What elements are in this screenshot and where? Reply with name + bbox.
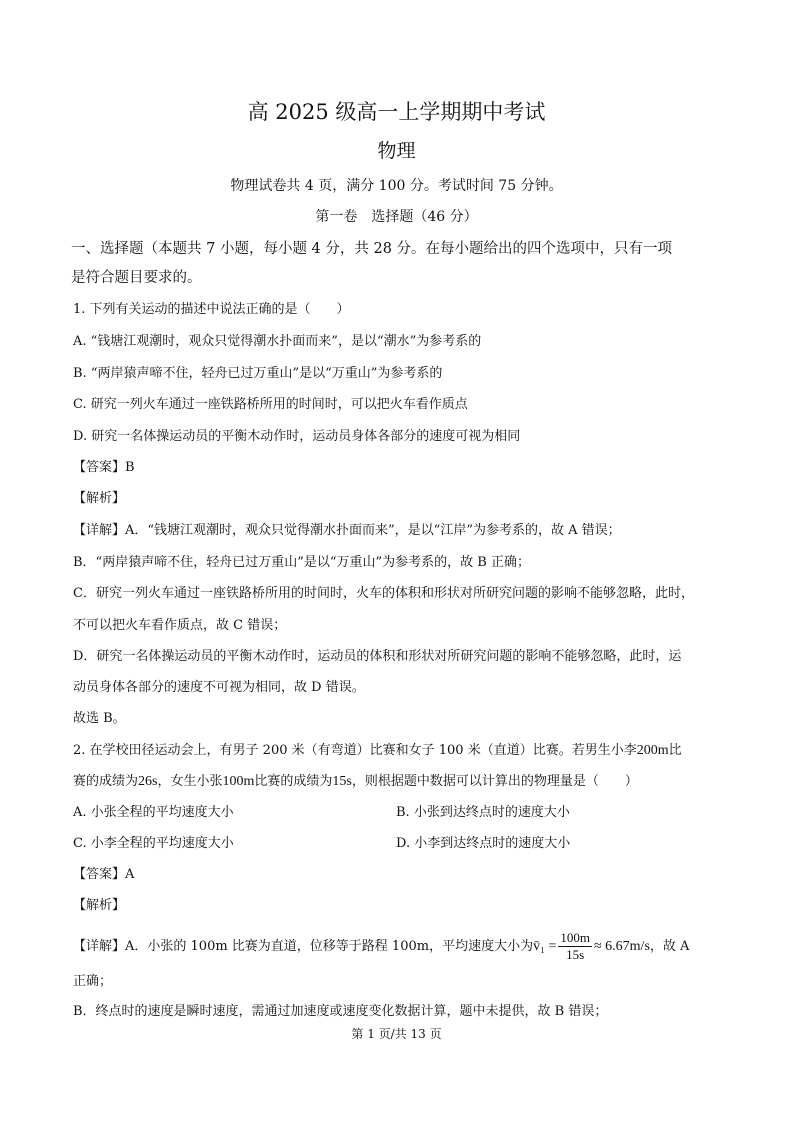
q1-option-a: A. “钱塘江观潮时，观众只觉得潮水扑面而来”，是以“潮水”为参考系的	[73, 334, 482, 349]
q2-stem-text: ，女生小张	[157, 774, 223, 789]
q2-distance-200m: 200m	[636, 743, 669, 758]
q1-analysis-tag: 【解析】	[73, 491, 126, 506]
q2-option-d: D. 小李到达终点时的速度大小	[396, 836, 571, 851]
formula-numerator: 100m	[560, 930, 590, 945]
formula-denominator: 15s	[566, 947, 585, 962]
formula-rhs: ≈ 6.67m/s	[593, 939, 650, 954]
q1-answer-row	[73, 458, 135, 478]
q1-detail-4: 不可以把火车看作质点，故 C 错误；	[73, 618, 287, 633]
section-heading-line1: 一、选择题（本题共 7 小题，每小题 4 分，共 28 分。在每小题给出的四个选项中，只有一项	[71, 241, 673, 257]
q2-analysis-tag: 【解析】	[73, 898, 126, 913]
q2-detail-1	[73, 929, 689, 965]
q2-detail-text: 【详解】A．小张的 100m 比赛为直道，位移等于路程 100m，平均速度大小为	[73, 939, 534, 954]
q1-detail-5: D．研究一名体操运动员的平衡木动作时，运动员的体积和形状对所研究问题的影响不能够忽略，此时，运	[73, 649, 682, 664]
q2-stem-text: 比	[668, 743, 682, 758]
q2-detail-3: B．终点时的速度是瞬时速度，需通过加速度或速度变化数据计算，题中未提供，故 B 错误；	[73, 1004, 608, 1019]
answer-value: A	[125, 867, 135, 882]
q2-stem-text: 2. 在学校田径运动会上，有男子 200 米（有弯道）比赛和女子 100 米（直道）比赛。若男生小李	[73, 743, 637, 758]
q2-distance-100m: 100m	[222, 774, 255, 789]
answer-tag: 【答案】	[73, 460, 126, 475]
q2-stem-text: 赛的成绩为	[73, 774, 139, 789]
q2-stem-line1	[73, 741, 682, 761]
q1-conclusion: 故选 B。	[73, 711, 126, 726]
q1-option-b: B. “两岸猿声啼不住，轻舟已过万重山”是以“万重山”为参考系的	[73, 366, 443, 381]
subject-title: 物理	[377, 140, 416, 162]
q2-stem-text: 比赛的成绩为	[254, 774, 333, 789]
q1-detail-1: 【详解】A．“钱塘江观潮时，观众只觉得潮水扑面而来”，是以“江岸”为参考系的，故 A 错误；	[73, 523, 621, 538]
part-title: 第一卷 选择题（46 分）	[315, 209, 478, 225]
answer-tag: 【答案】	[73, 867, 126, 882]
q2-time-15s: 15s	[332, 774, 352, 789]
q1-detail-2: B．“两岸猿声啼不住，轻舟已过万重山”是以“万重山”为参考系的，故 B 正确；	[73, 555, 530, 570]
answer-value: B	[125, 460, 135, 475]
q1-detail-3: C．研究一列火车通过一座铁路桥所用的时间时，火车的体积和形状对所研究问题的影响不能够忽略，此时，	[73, 586, 694, 601]
q2-detail-text: ，故 A	[649, 939, 690, 954]
q1-option-c: C. 研究一列火车通过一座铁路桥所用的时间时，可以把火车看作质点	[73, 397, 468, 412]
q1-option-d: D. 研究一名体操运动员的平衡木动作时，运动员身体各部分的速度可视为相同	[73, 429, 521, 444]
q2-detail-2: 正确；	[73, 974, 113, 989]
exam-title: 高 2025 级高一上学期期中考试	[247, 100, 546, 124]
q1-detail-6: 动员身体各部分的速度不可视为相同，故 D 错误。	[73, 680, 365, 695]
q2-stem-line2	[73, 772, 638, 792]
q2-option-a: A. 小张全程的平均速度大小	[73, 805, 234, 820]
q2-option-c: C. 小李全程的平均速度大小	[73, 836, 234, 851]
q2-time-26s: 26s	[138, 774, 158, 789]
q1-stem: 1. 下列有关运动的描述中说法正确的是（ ）	[73, 302, 350, 317]
page-footer: 第 1 页/共 13 页	[351, 1027, 442, 1041]
q2-stem-text: ，则根据题中数据可以计算出的物理量是（ ）	[351, 774, 638, 789]
section-heading-line2: 是符合题目要求的。	[71, 270, 202, 286]
q2-option-b: B. 小张到达终点时的速度大小	[396, 805, 570, 820]
exam-info: 物理试卷共 4 页，满分 100 分。考试时间 75 分钟。	[230, 178, 563, 194]
q2-answer-row	[73, 865, 134, 885]
formula-lhs: v̄₁ =	[533, 939, 557, 954]
formula-fraction	[558, 930, 592, 963]
